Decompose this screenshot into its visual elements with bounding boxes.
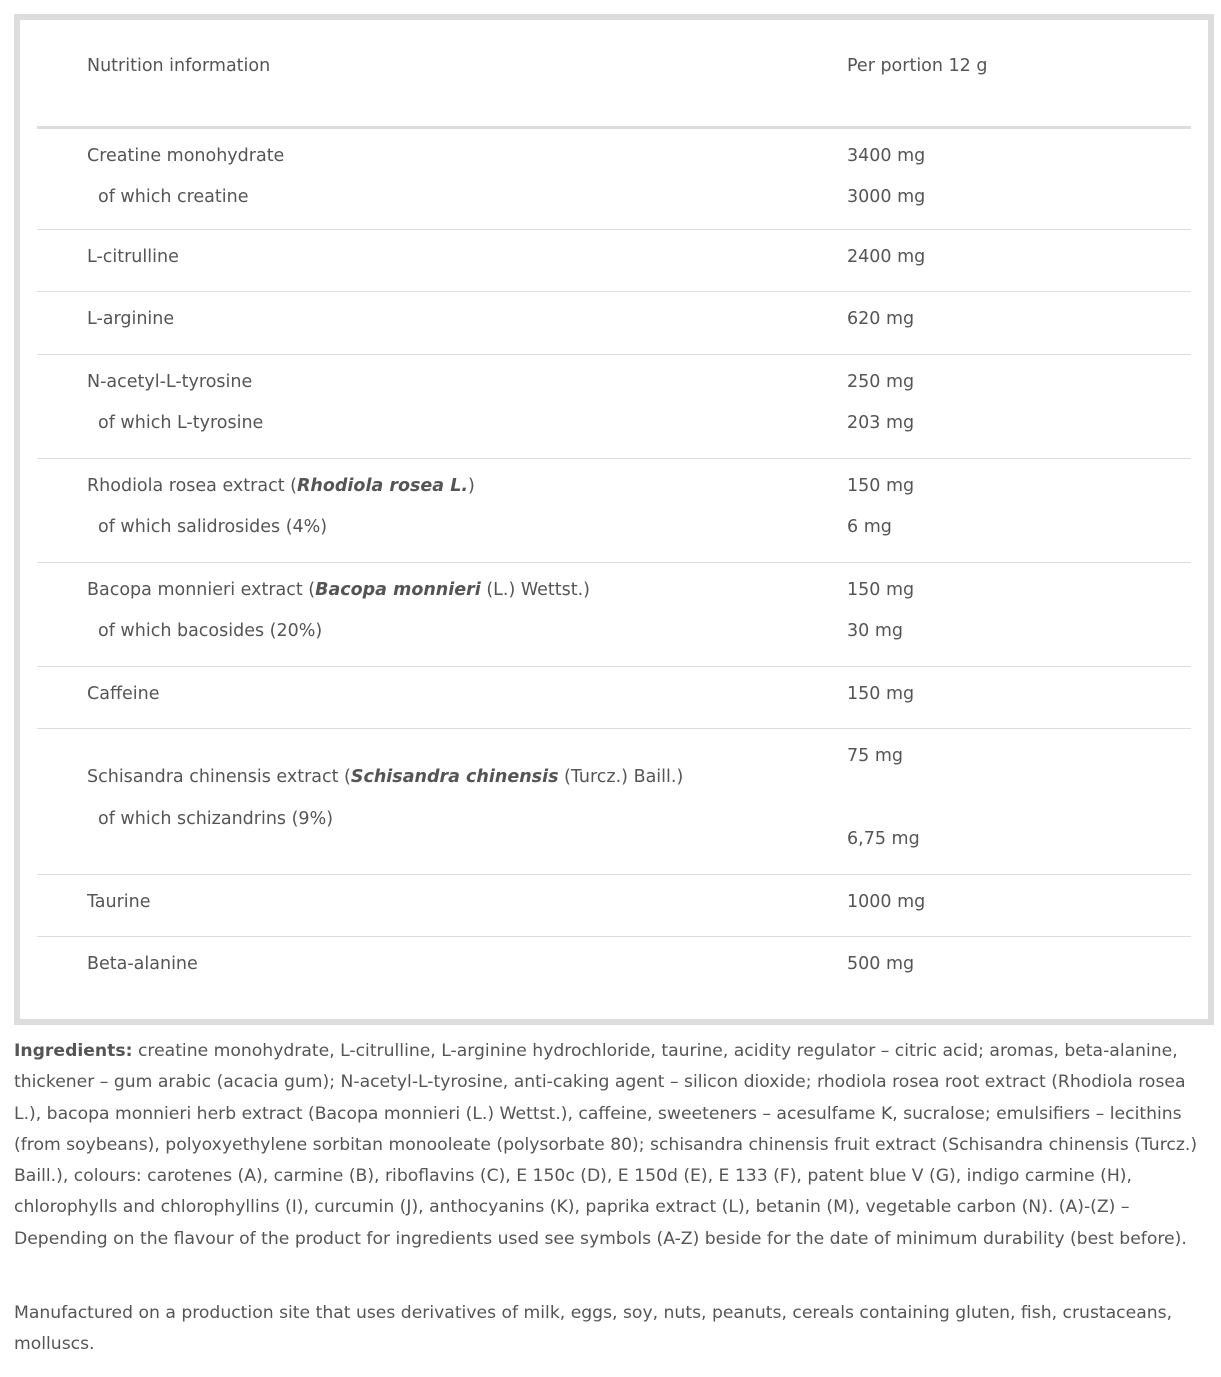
row-name: Taurine — [87, 892, 151, 912]
row-name-latin: Bacopa monnieri — [315, 580, 481, 600]
row-name-post: ) — [468, 476, 475, 496]
row-name-post: (L.) Wettst.) — [480, 580, 590, 600]
row-value: 150 mg — [847, 580, 915, 600]
row-value: 3400 mg — [847, 146, 926, 166]
row-sub-value: 6,75 mg — [847, 829, 920, 849]
ingredients-label: Ingredients: — [14, 1041, 133, 1061]
row-name: Beta-alanine — [87, 954, 198, 974]
row-sub-value: 30 mg — [847, 621, 903, 641]
row-value: 2400 mg — [847, 247, 926, 267]
ingredients-paragraph — [14, 1036, 1216, 1255]
table-header-row — [37, 20, 1191, 129]
table-row-n-acetyl-l-tyrosine — [37, 355, 1191, 459]
row-value: 75 mg — [847, 746, 903, 766]
row-value: 250 mg — [847, 372, 915, 392]
row-name — [87, 767, 683, 787]
row-name: N-acetyl-L-tyrosine — [87, 372, 253, 392]
row-sub-name: of which L-tyrosine — [98, 413, 264, 433]
row-name — [87, 580, 590, 600]
row-sub-name: of which bacosides (20%) — [98, 621, 323, 641]
header-per-portion: Per portion 12 g — [847, 56, 988, 76]
header-nutrition-information: Nutrition information — [87, 56, 271, 76]
table-row-l-arginine — [37, 292, 1191, 355]
row-name-pre: Bacopa monnieri extract ( — [87, 580, 316, 600]
row-sub-value: 6 mg — [847, 517, 892, 537]
table-row-caffeine — [37, 667, 1191, 729]
row-value: 150 mg — [847, 476, 915, 496]
row-value: 150 mg — [847, 684, 915, 704]
row-name-pre: Rhodiola rosea extract ( — [87, 476, 297, 496]
row-value: 500 mg — [847, 954, 915, 974]
nutrition-table — [14, 14, 1214, 1025]
row-sub-name: of which salidrosides (4%) — [98, 517, 328, 537]
row-name — [87, 476, 475, 496]
row-sub-name: of which schizandrins (9%) — [98, 809, 334, 829]
row-sub-name: of which creatine — [98, 187, 249, 207]
table-row-l-citrulline — [37, 230, 1191, 292]
row-name: Caffeine — [87, 684, 160, 704]
table-row-schisandra — [37, 729, 1191, 875]
table-row-taurine — [37, 875, 1191, 937]
table-row-rhodiola — [37, 459, 1191, 563]
row-name: Creatine monohydrate — [87, 146, 285, 166]
row-name: L-arginine — [87, 309, 175, 329]
row-sub-value: 3000 mg — [847, 187, 926, 207]
row-sub-value: 203 mg — [847, 413, 915, 433]
row-name-latin: Rhodiola rosea L. — [296, 476, 468, 496]
row-name: L-citrulline — [87, 247, 179, 267]
row-name-post: (Turcz.) Baill.) — [558, 767, 684, 787]
row-name-latin: Schisandra chinensis — [350, 767, 559, 787]
ingredients-text: creatine monohydrate, L-citrulline, L-arginine hydrochloride, taurine, acidity regulator – citric acid; aromas, beta-alanine, thickener – gum arabic (acacia gum); N-acetyl-L-tyrosine, anti-caking agent – silicon dioxide; rhodiola rosea root extract (Rhodiola rosea L.), bacopa monnieri herb extract (Bacopa monnieri (L.) Wettst.), caffeine, sweeteners – acesulfame K, sucralose; emulsifiers – lecithins (from soybeans), polyoxyethylene sorbitan monooleate (polysorbate 80); schisandra chinensis fruit extract (Schisandra chinensis (Turcz.) Baill.), colours: carotenes (A), carmine (B), riboflavins (C), E 150c (D), E 150d (E), E 133 (F), patent blue V (G), indigo carmine (H), chlorophylls and chlorophyllins (I), curcumin (J), anthocyanins (K), paprika extract (L), betanin (M), vegetable carbon (N). (A)-(Z) – Depending on the flavour of the product for ingredients used see symbols (A-Z) beside for the date of minimum durability (best before). — [14, 1041, 1198, 1249]
row-name-pre: Schisandra chinensis extract ( — [87, 767, 351, 787]
table-row-bacopa — [37, 563, 1191, 667]
row-value: 620 mg — [847, 309, 915, 329]
row-value: 1000 mg — [847, 892, 926, 912]
table-row-beta-alanine — [37, 937, 1191, 999]
table-row-creatine — [37, 129, 1191, 230]
allergen-notice: Manufactured on a production site that uses derivatives of milk, eggs, soy, nuts, peanuts, cereals containing gluten, fish, crustaceans, molluscs. — [14, 1303, 1173, 1355]
